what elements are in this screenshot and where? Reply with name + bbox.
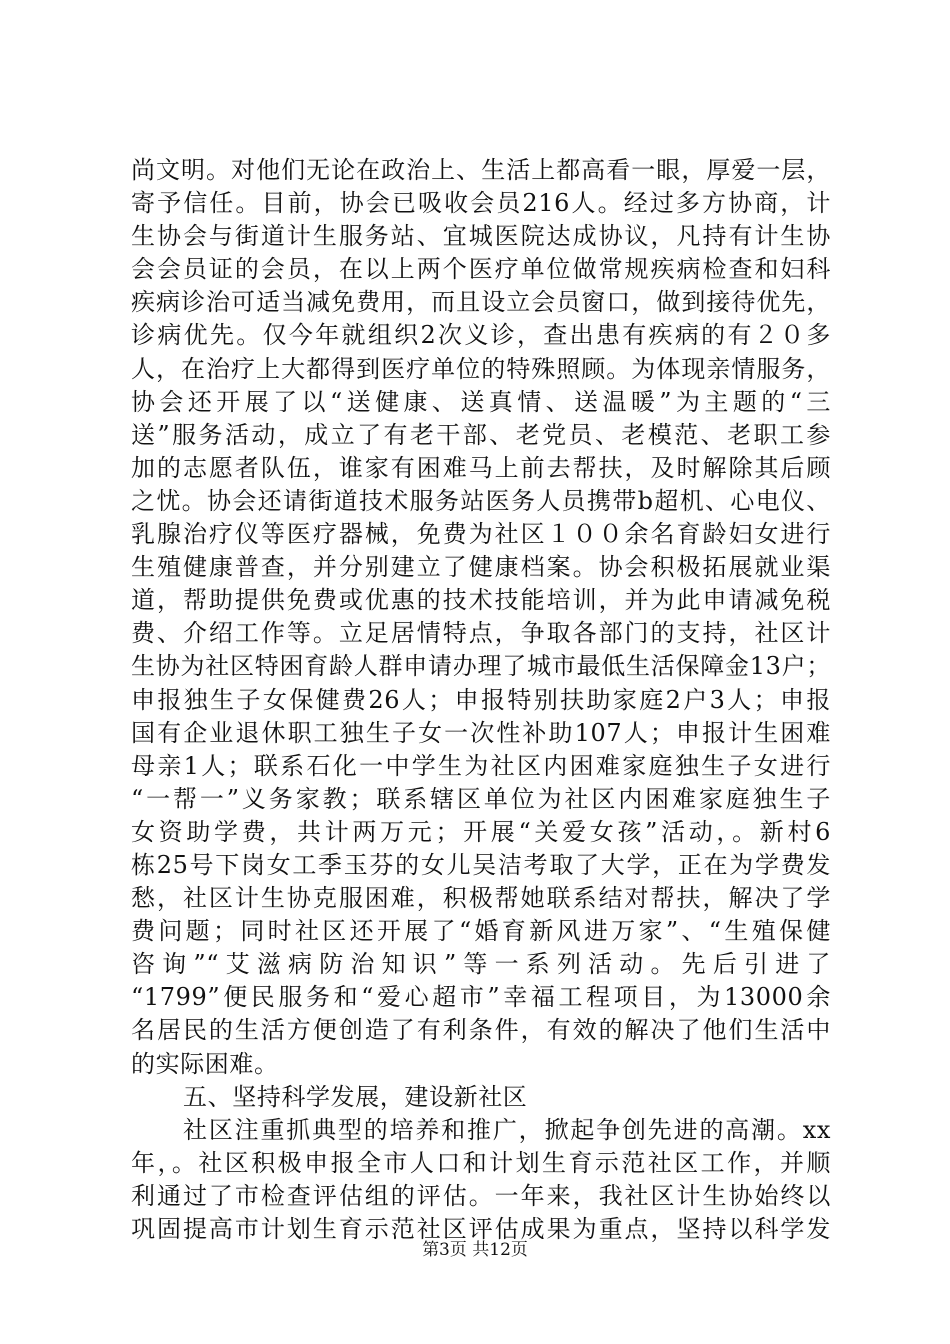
text-line: 人，在治疗上大都得到医疗单位的特殊照顾。为体现亲情服务， bbox=[131, 354, 831, 383]
text-line: 生殖健康普查，并分别建立了健康档案。协会积极拓展就业渠 bbox=[131, 553, 831, 582]
text-line: 寄予信任。目前，协会已吸收会员216人。经过多方协商，计 bbox=[131, 189, 831, 218]
text-line: 巩固提高市计划生育示范社区评估成果为重点，坚持以科学发 bbox=[131, 1215, 831, 1243]
text-line: 费、介绍工作等。立足居情特点，争取各部门的支持，社区计 bbox=[131, 619, 831, 648]
text-line: 送”服务活动，成立了有老干部、老党员、老模范、老职工参 bbox=[131, 420, 831, 449]
text-line: 乳腺治疗仪等医疗器械，免费为社区１００余名育龄妇女进行 bbox=[131, 520, 831, 549]
page-number-footer: 第3页 共12页 bbox=[422, 1240, 528, 1260]
text-line: 加的志愿者队伍，谁家有困难马上前去帮扶，及时解除其后顾 bbox=[131, 453, 831, 482]
section-heading: 五、坚持科学发展，建设新社区 bbox=[183, 1082, 528, 1111]
text-line: 利通过了市检查评估组的评估。一年来，我社区计生协始终以 bbox=[131, 1181, 831, 1210]
text-line: 名居民的生活方便创造了有利条件，有效的解决了他们生活中 bbox=[131, 1016, 831, 1045]
text-line: 国有企业退休职工独生子女一次性补助107人；申报计生困难 bbox=[131, 718, 831, 747]
text-line: 年，。社区积极申报全市人口和计划生育示范社区工作，并顺 bbox=[131, 1148, 831, 1177]
text-line: 生协为社区特困育龄人群申请办理了城市最低生活保障金13户； bbox=[131, 652, 831, 681]
text-line: “一帮一”义务家教；联系辖区单位为社区内困难家庭独生子 bbox=[131, 784, 831, 813]
text-line: 社区注重抓典型的培养和推广，掀起争创先进的高潮。xx bbox=[183, 1115, 831, 1144]
text-line: 申报独生子女保健费26人；申报特别扶助家庭2户3人；申报 bbox=[131, 685, 831, 714]
text-line: 咨询”“艾滋病防治知识”等一系列活动。先后引进了 bbox=[131, 950, 831, 979]
document-body bbox=[131, 154, 831, 1246]
text-line: 母亲1人；联系石化一中学生为社区内困难家庭独生子女进行 bbox=[131, 751, 831, 780]
text-line: 女资助学费，共计两万元；开展“关爱女孩”活动，。新村6 bbox=[131, 817, 831, 846]
text-line: “1799”便民服务和“爱心超市”幸福工程项目，为13000余 bbox=[131, 983, 831, 1012]
text-line: 生协会与街道计生服务站、宜城医院达成协议，凡持有计生协 bbox=[131, 222, 831, 251]
text-line: 尚文明。对他们无论在政治上、生活上都高看一眼，厚爱一层， bbox=[131, 156, 831, 184]
text-line: 协会还开展了以“送健康、送真情、送温暖”为主题的“三 bbox=[131, 387, 831, 416]
text-line: 愁，社区计生协克服困难，积极帮她联系结对帮扶，解决了学 bbox=[131, 884, 831, 913]
text-line: 诊病优先。仅今年就组织2次义诊，查出患有疾病的有２０多 bbox=[131, 321, 831, 350]
text-line: 的实际困难。 bbox=[131, 1049, 279, 1078]
text-line: 之忧。协会还请街道技术服务站医务人员携带b超机、心电仪、 bbox=[131, 486, 831, 515]
text-line: 费问题；同时社区还开展了“婚育新风进万家”、“生殖保健 bbox=[131, 917, 831, 946]
text-line: 会会员证的会员，在以上两个医疗单位做常规疾病检查和妇科 bbox=[131, 255, 831, 284]
text-line: 栋25号下岗女工季玉芬的女儿吴洁考取了大学，正在为学费发 bbox=[131, 850, 831, 879]
text-line: 道，帮助提供免费或优惠的技术技能培训，并为此申请减免税 bbox=[131, 586, 831, 615]
text-line: 疾病诊治可适当减免费用，而且设立会员窗口，做到接待优先， bbox=[131, 288, 831, 317]
